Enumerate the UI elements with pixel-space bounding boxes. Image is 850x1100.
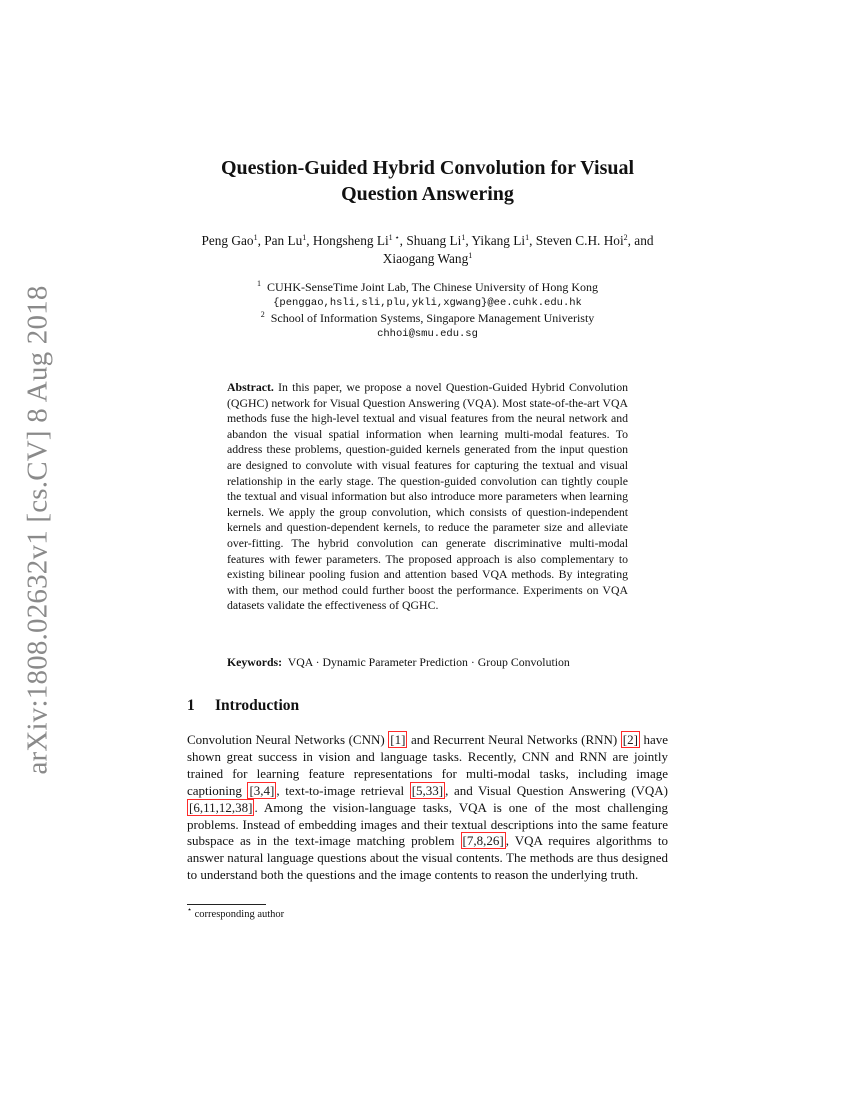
footnote-mark: ⋆ — [187, 905, 193, 914]
arxiv-stamp — [18, 285, 58, 775]
paper-title — [187, 155, 668, 207]
footnote-text: corresponding author — [194, 909, 285, 920]
affiliation-1-email: {penggao,hsli,sli,plu,ykli,xgwang}@ee.cuhk.edu.hk — [273, 296, 582, 309]
author: Yikang Li — [471, 233, 526, 248]
section-title: Introduction — [215, 697, 300, 714]
footnote-rule — [187, 904, 266, 905]
title-line-2: Question Answering — [341, 183, 514, 205]
arxiv-stamp-text: arXiv:1808.02632v1 [cs.CV] 8 Aug 2018 — [21, 285, 54, 775]
keywords-text: VQA · Dynamic Parameter Prediction · Group Convolution — [287, 655, 570, 669]
keywords — [227, 655, 628, 671]
affiliation-2: $^2$ School of Information Systems, Singapore Management Univeristy — [260, 310, 595, 325]
affiliation-1: $^1$ CUHK-SenseTime Joint Lab, The Chinese University of Hong Kong — [257, 279, 598, 294]
affiliation-2-email: chhoi@smu.edu.sg — [377, 327, 478, 340]
citation-link[interactable]: [3,4] — [249, 782, 275, 798]
abstract-label: Abstract. — [227, 380, 274, 394]
citation-link[interactable]: [6,11,12,38] — [189, 799, 253, 815]
citation-link[interactable]: [1] — [390, 732, 406, 747]
citation-link[interactable]: [5,33] — [411, 782, 444, 798]
citation-link[interactable]: [7,8,26] — [462, 833, 504, 849]
abstract-text: In this paper, we propose a novel Question-Guided Hybrid Convolution (QGHC) network for Visual Question Answering (VQA). Most state-of-the-art VQA methods fuse the high-level textual and visual features from the neural network and abandon the visual spatial information when learning multi-modal features. To address these problems, question-guided kernels generated from the input question are designed to convolute with visual features for capturing the textual and visual relationship in the early stage. The question-guided convolution can tightly couple the textual and visual information but also introduce more parameters when learning kernels. We apply the group convolution, which consists of question-independent kernels and question-dependent kernels, to reduce the parameter size and alleviate over-fitting. The hybrid convolution can generate discriminative multi-modal features with fewer parameters. The proposed approach is also complementary to existing bilinear pooling fusion and attention based VQA methods. By integrating with them, our method could further boost the performance. Experiments on VQA datasets validate the effectiveness of QGHC. — [227, 380, 628, 613]
author: Steven C.H. Hoi — [535, 233, 624, 248]
author: Xiaogang Wang — [382, 251, 469, 266]
author: Pan Lu — [264, 233, 303, 248]
citation-link[interactable]: [2] — [622, 732, 638, 747]
author: Shuang Li — [406, 233, 462, 248]
author: Hongsheng Li — [312, 233, 389, 248]
author: Peng Gao — [201, 233, 254, 248]
abstract — [227, 380, 628, 614]
author-list: Peng Gao$^1$, Pan Lu$^1$, Hongsheng $Li^{1 ⋆}$, Shuang Li$^1$, Yikang Li$^1$, Steven C.H. Hoi$^2$, and Xiaogang Wang$^1$ — [201, 233, 654, 266]
footnote — [187, 905, 285, 922]
affiliations — [187, 280, 668, 342]
section-heading-introduction — [187, 697, 299, 715]
introduction-paragraph: Convolution Neural Networks (CNN) [1] and Recurrent Neural Networks (RNN) [2] have shown great success in vision and language tasks. Recently, CNN and RNN are jointly trained for learning feature representations for multi-modal tasks, including image captioning [3,4] , text-to-image retrieval [5,33] , and Visual Question Answering (VQA) [6,11,12,38] . Among the vision-language tasks, VQA is one of the most challenging problems. Instead of embedding images and their textual descriptions into the same feature subspace as in the text-image matching problem [7,8,26] , VQA requires algorithms to answer natural language questions about the visual contents. The methods are thus designed to understand both the questions and the image contents to reason the underlying truth. — [187, 732, 669, 883]
section-number: 1 — [187, 697, 195, 714]
keywords-label: Keywords: — [227, 655, 283, 669]
title-line-1: Question-Guided Hybrid Convolution for Visual — [220, 157, 635, 179]
